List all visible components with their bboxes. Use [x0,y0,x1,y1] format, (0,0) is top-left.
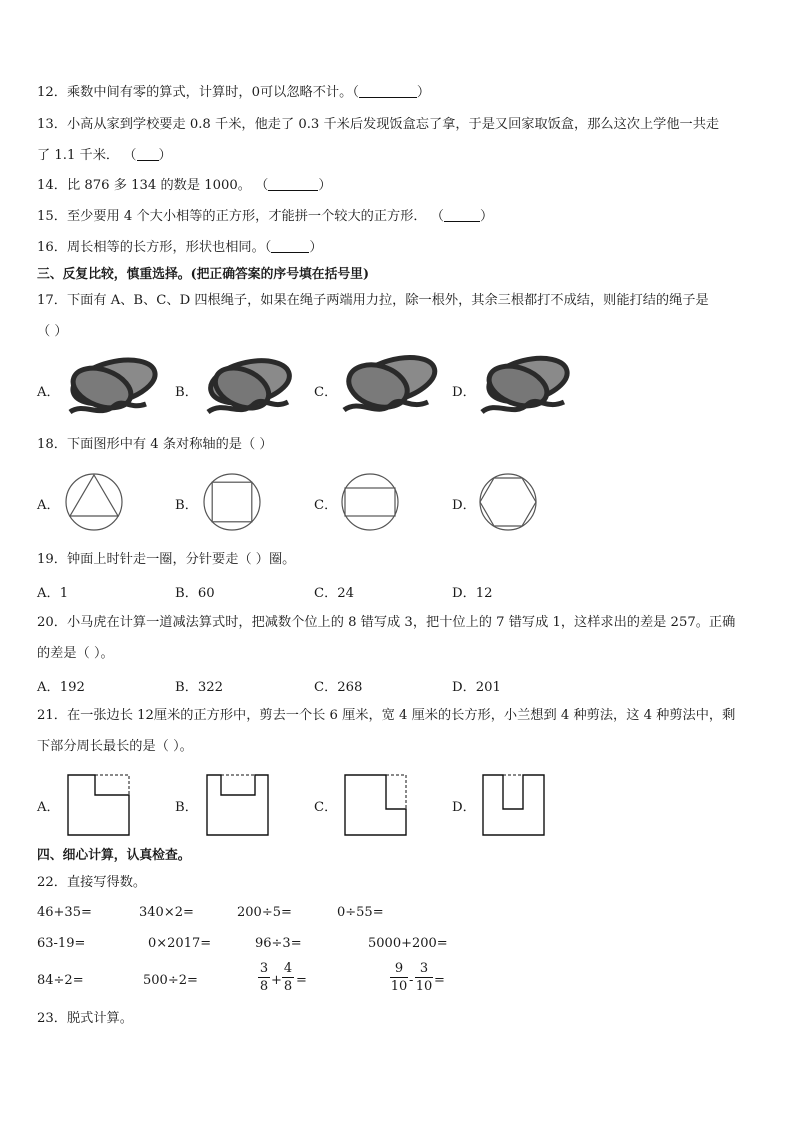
cut-square-d-figure [482,774,546,836]
calc-item: 500÷2= [143,973,198,988]
option-d[interactable]: D．201 [452,680,501,695]
option-a-label: A． [37,498,60,513]
question-12-text: 12．乘数中间有零的算式，计算时，0可以忽略不计。（ [37,85,359,100]
fraction: 9 10 [390,961,408,994]
calc-item: 96÷3= [255,936,302,951]
calc-item: 0×2017= [148,936,212,951]
question-21-line2: 下部分周长最长的是（ ）。 [37,739,193,754]
option-c-label: C． [314,385,338,400]
option-b[interactable]: B．322 [175,680,224,695]
rope-c-image [340,352,440,420]
option-c[interactable]: C．268 [314,680,363,695]
question-13 [37,147,172,165]
calc-item: 46+35= [37,905,92,920]
bracket-close: ） [416,85,431,100]
question-15-text: 15．至少要用 4 个大小相等的正方形，才能拼一个较大的正方形． （ [37,209,444,224]
rope-b-image [202,354,298,420]
question-21-line1: 21．在一张边长 12厘米的正方形中，剪去一个长 6 厘米，宽 4 厘米的长方形，小兰想到 4 种剪法，这 4 种剪法中，剩 [37,708,736,723]
equals-sign: = [434,973,445,988]
question-15 [37,208,493,226]
answer-blank[interactable] [271,239,309,253]
minus-operator: - [409,973,414,988]
option-a[interactable]: A．1 [37,586,69,601]
question-23-title: 23．脱式计算。 [37,1011,133,1026]
question-13-line1: 13．小高从家到学校要走 0.8 千米，他走了 0.3 千米后发现饭盒忘了拿，于是又回家取饭盒，那么这次上学他一共走 [37,117,720,132]
option-b-label: B． [175,498,198,513]
calc-item: 84÷2= [37,973,84,988]
option-c[interactable]: C．24 [314,586,355,601]
question-19-text: 19．钟面上时针走一圈，分针要走（ ）圈。 [37,552,296,567]
answer-blank[interactable] [268,177,318,191]
option-b-label: B． [175,800,198,815]
option-b[interactable]: B．60 [175,586,215,601]
option-a-label: A． [37,800,60,815]
circle-triangle-figure [64,472,124,532]
fraction: 3 10 [415,961,433,994]
option-b-label: B． [175,385,198,400]
option-d-label: D． [452,385,476,400]
bracket-close: ） [480,209,494,224]
bracket-close: ） [309,240,323,255]
rope-d-image [478,352,574,420]
question-22-title: 22．直接写得数。 [37,875,147,890]
calc-item: 63-19= [37,936,86,951]
plus-operator: + [271,973,282,988]
question-20-line1: 20．小马虎在计算一道减法算式时，把减数个位上的 8 错写成 3，把十位上的 7 错写成 1，这样求出的差是 257。正确 [37,615,736,630]
calc-item: 200÷5= [237,905,292,920]
calc-item: 0÷55= [337,905,384,920]
option-c-label: C． [314,498,338,513]
circle-square-figure [202,472,262,532]
option-a-label: A． [37,385,60,400]
cut-square-a-figure [67,774,131,836]
option-d-label: D． [452,800,476,815]
option-c-label: C． [314,800,338,815]
question-20-line2: 的差是（ ）。 [37,646,114,661]
calc-item: 5000+200= [368,936,448,951]
question-14 [37,177,332,195]
answer-blank[interactable] [359,84,417,98]
option-a[interactable]: A．192 [37,680,85,695]
bracket-close: ） [318,178,332,193]
question-17-line2: （ ） [37,324,68,339]
cut-square-c-figure [344,774,408,836]
fraction: 3 8 [259,961,269,994]
circle-hexagon-figure [478,472,538,532]
question-14-text: 14．比 876 多 134 的数是 1000。 （ [37,178,269,193]
bracket-close: ） [158,148,172,163]
equals-sign: = [296,973,307,988]
question-12 [37,84,430,102]
option-d-label: D． [452,498,476,513]
section-4-heading: 四、细心计算，认真检查。 [37,848,191,863]
option-d[interactable]: D．12 [452,586,493,601]
answer-blank[interactable] [137,147,159,161]
question-18-text: 18．下面图形中有 4 条对称轴的是（ ） [37,437,273,452]
calc-item: 340×2= [139,905,194,920]
answer-blank[interactable] [444,208,480,222]
section-3-heading: 三、反复比较，慎重选择。(把正确答案的序号填在括号里) [37,267,370,282]
fraction: 4 8 [283,961,293,994]
question-16 [37,239,323,257]
circle-rectangle-figure [340,472,400,532]
question-16-text: 16．周长相等的长方形，形状也相同。（ [37,240,272,255]
cut-square-b-figure [206,774,270,836]
rope-a-image [64,354,162,420]
question-13-line2: 了 1.1 千米． （ [37,148,137,163]
question-17-line1: 17．下面有 A、B、C、D 四根绳子，如果在绳子两端用力拉，除一根外，其余三根都打不成结，则能打结的绳子是 [37,293,709,308]
